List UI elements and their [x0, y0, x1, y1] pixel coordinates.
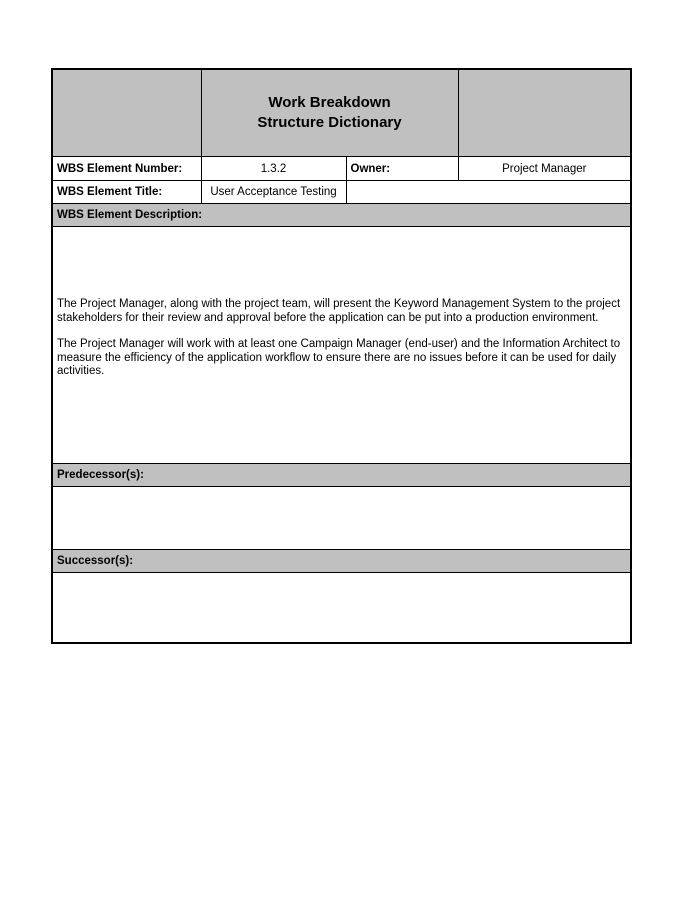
description-header-row [52, 204, 631, 227]
form-title [201, 69, 458, 157]
description-row [52, 227, 631, 464]
predecessors-box [52, 487, 631, 550]
wbs-title-empty-cell [346, 181, 631, 204]
successors-row [52, 573, 631, 644]
wbs-title-value: User Acceptance Testing [201, 181, 346, 204]
owner-value: Project Manager [458, 157, 631, 181]
predecessors-row [52, 487, 631, 550]
successors-header-row [52, 550, 631, 573]
form-title-line1: Work Breakdown [268, 94, 391, 111]
wbs-dictionary-table [51, 68, 632, 644]
successors-box [52, 573, 631, 644]
predecessors-section-header: Predecessor(s): [52, 464, 631, 487]
description-text [52, 227, 631, 464]
wbs-number-label: WBS Element Number: [52, 157, 201, 181]
header-right-cell [458, 69, 631, 157]
wbs-number-value: 1.3.2 [201, 157, 346, 181]
description-paragraph-2: The Project Manager will work with at least one Campaign Manager (end-user) and the Information Architect to measure the efficiency of the application workflow to ensure there are no issues before it can be used for daily activities. [57, 338, 621, 378]
predecessors-header-row [52, 464, 631, 487]
wbs-number-row [52, 157, 631, 181]
form-title-line2: Structure Dictionary [257, 114, 402, 131]
wbs-title-label: WBS Element Title: [52, 181, 201, 204]
owner-label: Owner: [346, 157, 458, 181]
description-paragraph-1: The Project Manager, along with the project team, will present the Keyword Management System to the project stakeholders for their review and approval before the application can be put into a production environment. [57, 298, 621, 324]
wbs-title-row [52, 181, 631, 204]
header-row [52, 69, 631, 157]
header-left-cell [52, 69, 201, 157]
description-section-header: WBS Element Description: [52, 204, 631, 227]
successors-section-header: Successor(s): [52, 550, 631, 573]
